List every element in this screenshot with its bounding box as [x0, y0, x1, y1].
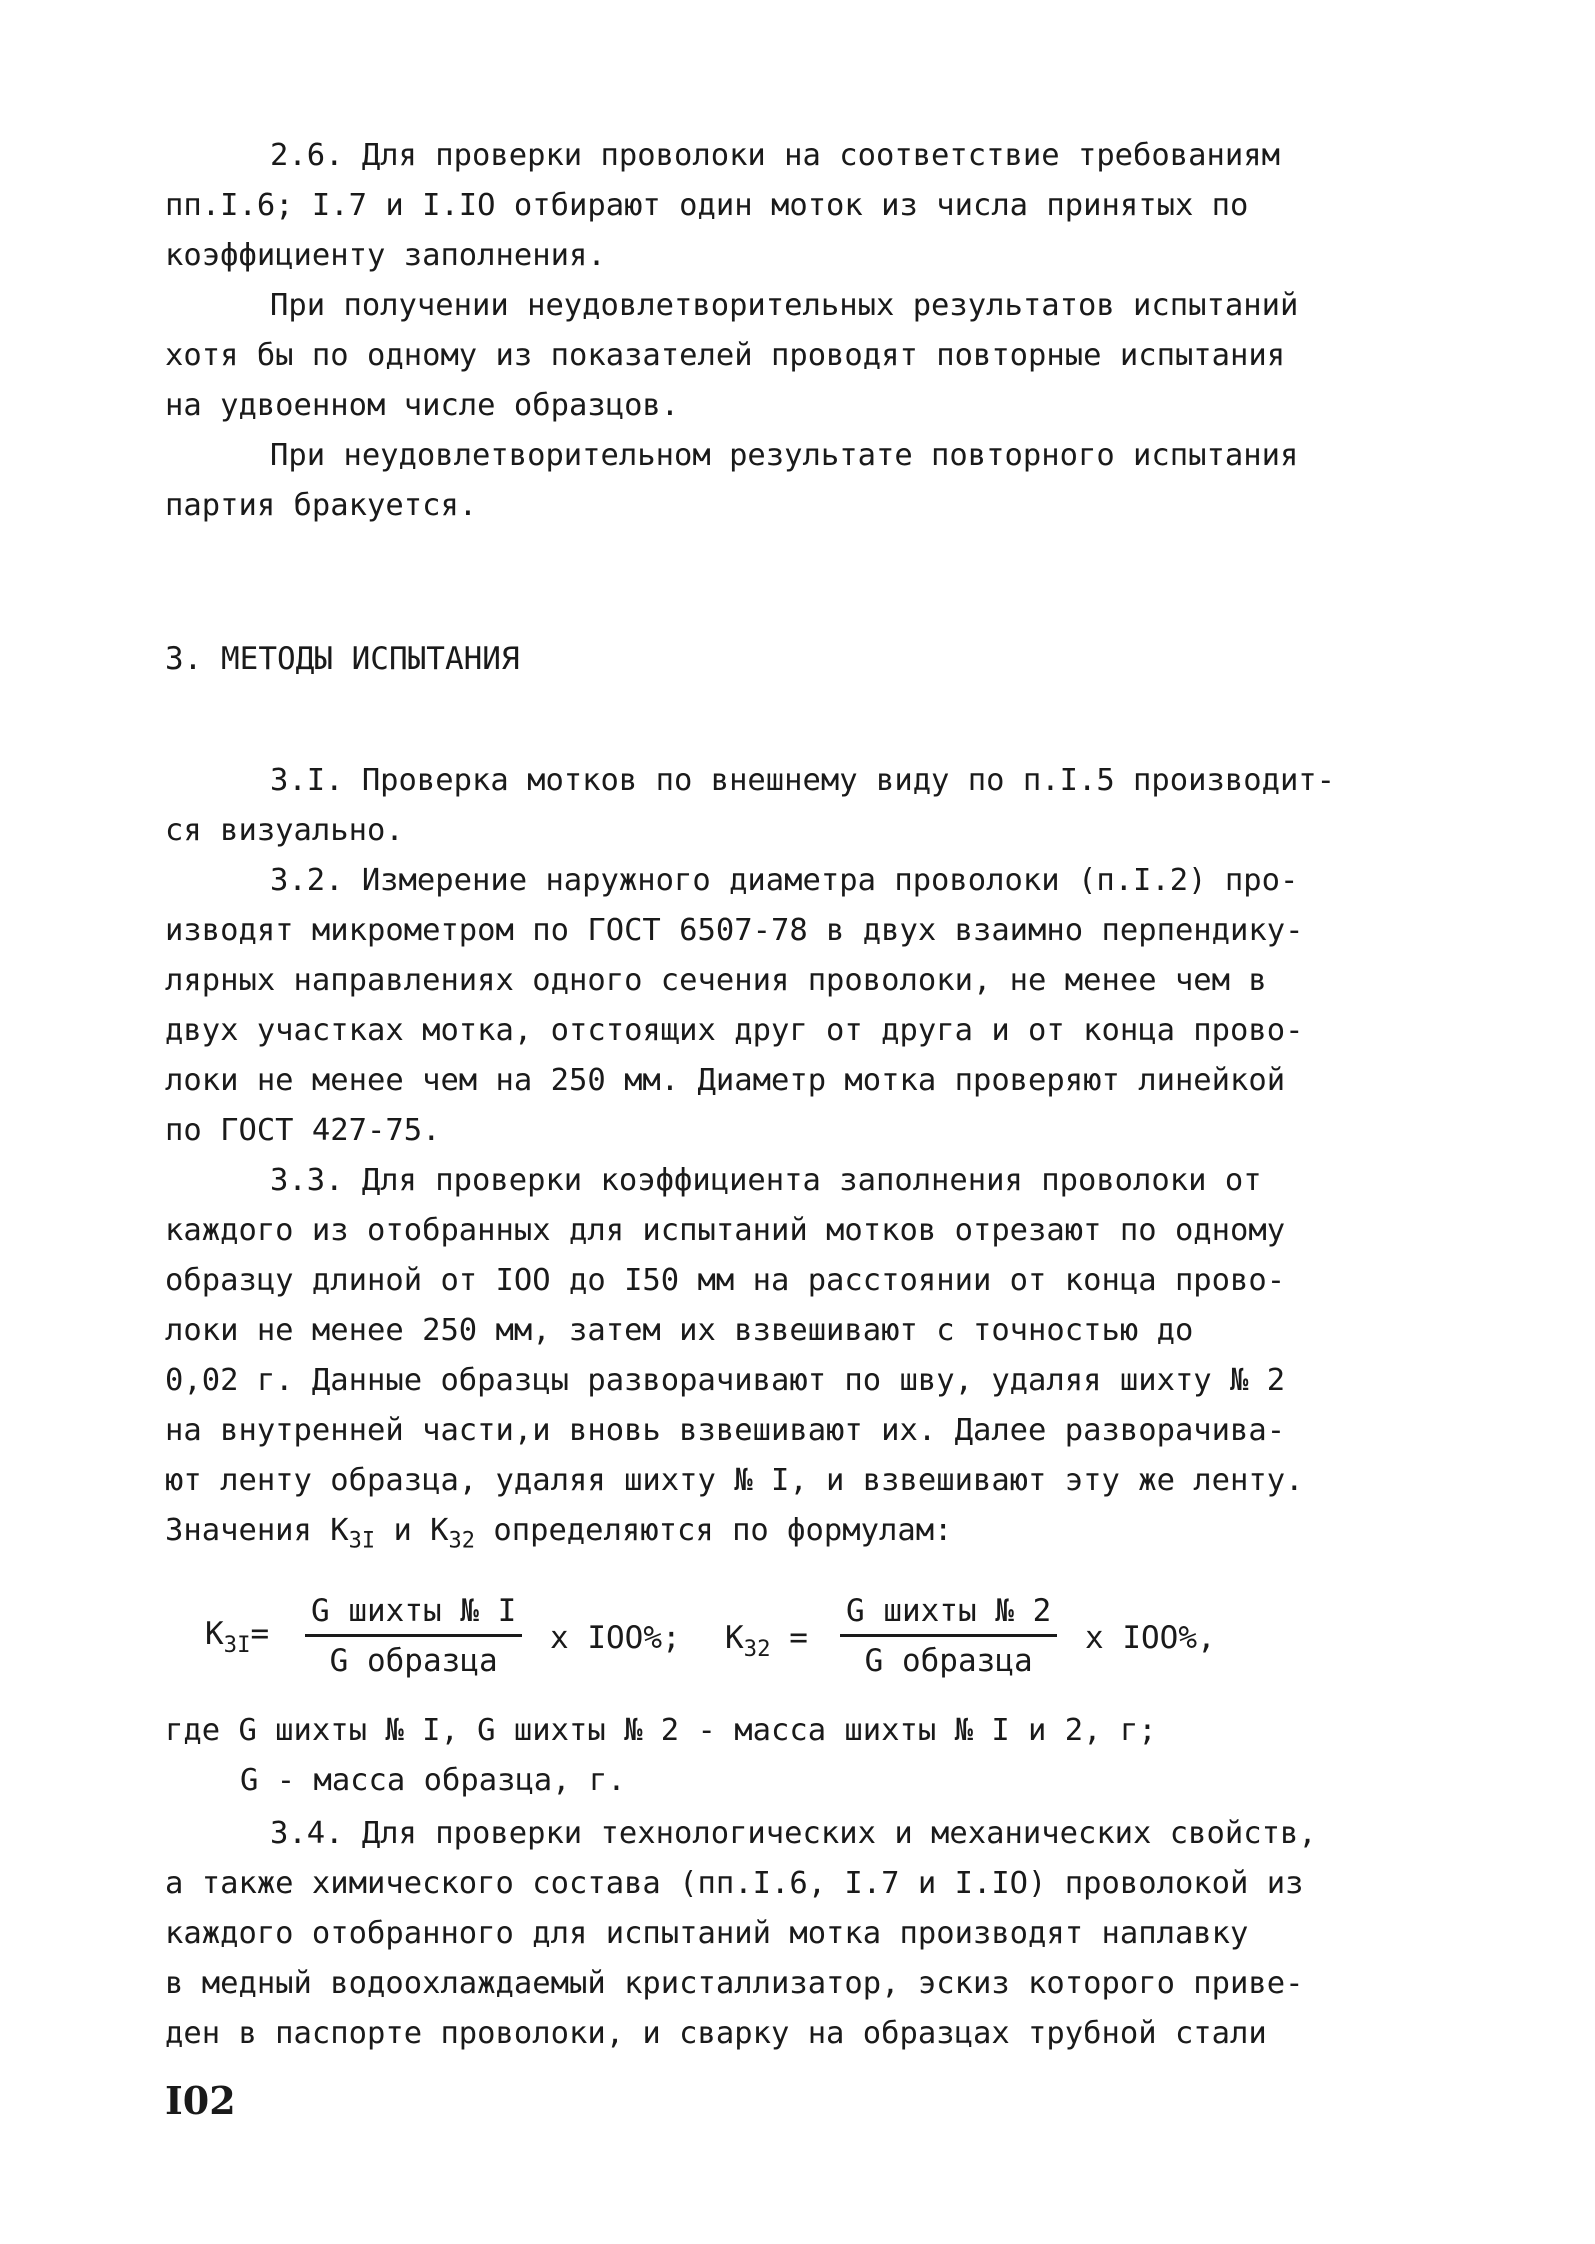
text-line: каждого отобранного для испытаний мотка производят наплавку [165, 1916, 1249, 1951]
text-fragment: и К [393, 1513, 449, 1548]
fraction-2 [840, 1588, 1057, 1685]
text-line: каждого из отобранных для испытаний мотков отрезают по одному [165, 1213, 1286, 1248]
text-line: При неудовлетворительном результате повторного испытания [270, 438, 1299, 473]
text-line: где G шихты № I, G шихты № 2 - масса шихты № I и 2, г; [165, 1713, 1157, 1748]
formula-mult: x IOO%, [1085, 1620, 1216, 1656]
text-line: 3.3. Для проверки коэффициента заполнения проволоки от [270, 1163, 1262, 1198]
text-line: двух участках мотка, отстоящих друг от друга и от конца прово- [165, 1013, 1304, 1048]
text-line: ден в паспорте проволоки, и сварку на образцах трубной стали [165, 2016, 1267, 2051]
text-line: коэффициенту заполнения. [165, 238, 606, 273]
text-line: лярных направлениях одного сечения проволоки, не менее чем в [165, 963, 1267, 998]
text-line: партия бракуется. [165, 488, 478, 523]
text-line: ся визуально. [165, 813, 404, 848]
text-fragment: определяются по формулам: [493, 1513, 953, 1548]
text-line: 3.2. Измерение наружного диаметра проволоки (п.I.2) про- [270, 863, 1299, 898]
text-line: изводят микрометром по ГОСТ 6507-78 в двух взаимно перпендику- [165, 913, 1304, 948]
fraction-1 [305, 1588, 522, 1685]
text-line: по ГОСТ 427-75. [165, 1113, 441, 1148]
formula-k2: $К_{32}$ = [725, 1620, 808, 1662]
text-line: образцу длиной от IOO до I50 мм на расстоянии от конца прово- [165, 1263, 1286, 1298]
text-fragment: Значения К [165, 1513, 349, 1548]
formula [195, 1580, 1415, 1700]
denominator: G образца [329, 1643, 498, 1679]
formula-k1: $К_{3I}=$ [205, 1616, 270, 1658]
text-line: 2.6. Для проверки проволоки на соответствие требованиям [270, 138, 1280, 173]
section-heading: 3. МЕТОДЫ ИСПЫТАНИЯ [165, 641, 520, 677]
denominator: G образца [864, 1643, 1033, 1679]
text-line: а также химического состава (пп.I.6, I.7 и I.IO) проволокой из [165, 1866, 1304, 1901]
numerator: G шихты № 2 [840, 1588, 1057, 1637]
text-line: При получении неудовлетворительных результатов испытаний [270, 288, 1299, 323]
text-line: в медный водоохлаждаемый кристаллизатор, эскиз которого приве- [165, 1966, 1304, 2001]
text-line: ют ленту образца, удаляя шихту № I, и взвешивают эту же ленту. [165, 1463, 1304, 1498]
text-line: на внутренней части,и вновь взвешивают их. Далее разворачива- [165, 1413, 1286, 1448]
text-line: 3.I. Проверка мотков по внешнему виду по п.I.5 производит- [270, 763, 1336, 798]
text-line: G - масса образца, г. [240, 1763, 626, 1798]
text-line: пп.I.6; I.7 и I.IO отбирают один моток из числа принятых по [165, 188, 1249, 223]
page-number: I02 [165, 2078, 236, 2123]
text-line: на удвоенном числе образцов. [165, 388, 680, 423]
numerator: G шихты № I [305, 1588, 522, 1637]
text-line: локи не менее 250 мм, затем их взвешивают с точностью до [165, 1313, 1194, 1348]
subscript: 3I [348, 1528, 376, 1554]
text-line: локи не менее чем на 250 мм. Диаметр мотка проверяют линейкой [165, 1063, 1286, 1098]
subscript: 32 [448, 1528, 475, 1554]
text-line [165, 1507, 952, 1566]
text-line: хотя бы по одному из показателей проводят повторные испытания [165, 338, 1286, 373]
formula-mult: x IOO%; [550, 1620, 681, 1656]
text-line: 3.4. Для проверки технологических и механических свойств, [270, 1816, 1317, 1851]
text-line: 0,02 г. Данные образцы разворачивают по шву, удаляя шихту № 2 [165, 1363, 1286, 1398]
